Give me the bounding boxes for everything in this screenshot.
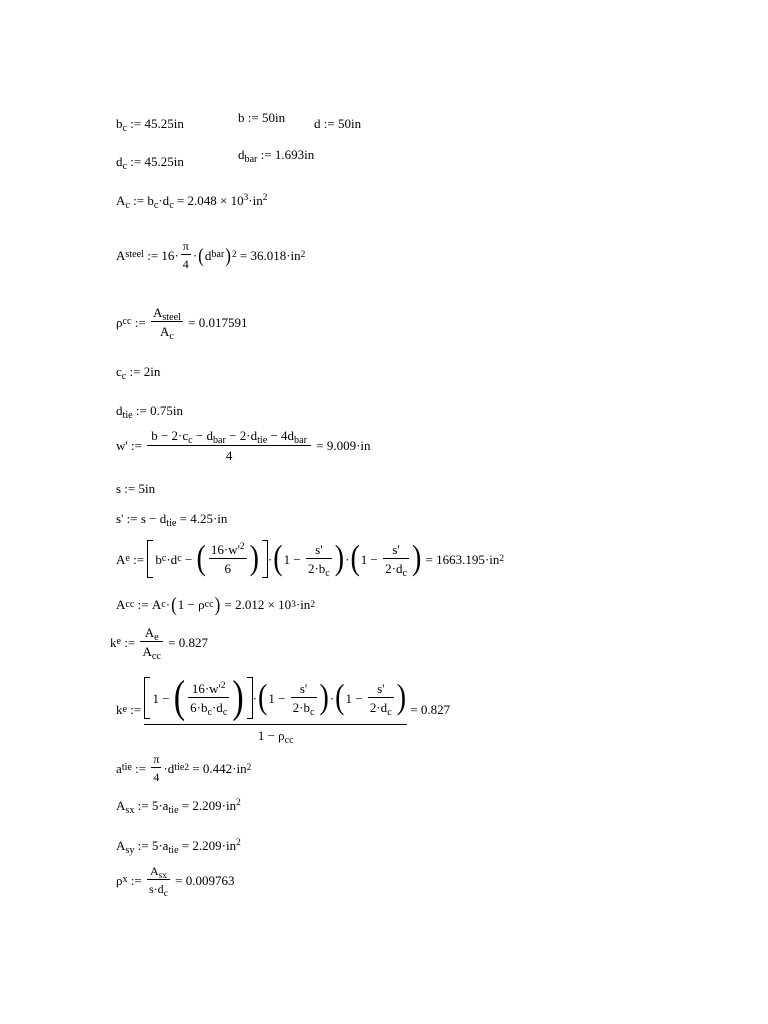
eq-Ae: A e := b c ·d c − ( $\frac{16\cdot w'^2}{6}$ ) · ( 1 − $\frac{s'}{2\cdot b_c}$ ) · ( 1 − $\frac{s'}{2\cdot d_c}$ ) = 1663.195 ·in 2 [116,539,505,580]
sprime-result: 4.25 [190,511,213,526]
dc-value: 45.25in [144,154,184,169]
s-value: 5in [138,481,156,496]
eq-Asteel: A steel := 16 · $\frac{\pi}{4}$ · ( d bar ) 2 = 36.018 ·in 2 [116,239,306,271]
Acc-result: 2.012 × 10 [235,597,292,612]
Asteel-result: 36.018 [250,247,287,263]
dtie-value: 0.75in [150,403,183,418]
eq-cc: $c_c$ := 2in [116,364,161,383]
eq-rho-cc: ρ cc := $\frac{A_{steel}}{A_c}$ = 0.017591 [116,305,248,343]
Asy-result: 2.209 [192,838,222,853]
rho-x-result: 0.009763 [185,872,235,888]
eq-rho-x: ρ x := $\frac{A_{sx}}{s\cdot d_c}$ = 0.009763 [116,864,235,899]
eq-atie: a tie := $\frac{\pi}{4}$ ·d tie 2 = 0.442 ·in 2 [116,752,252,784]
eq-Acc: A cc := A c · ( 1 − ρ cc ) = 2.012 × 10 3 ·in 2 [116,593,315,616]
eq-sprime: s' := $s - d_{tie} = 4.25\cdot in$ [116,511,228,530]
eq-ke-2: k e := 1 − ( $\frac{16\cdot w'^2}{6\cdot b_c\cdot d_c}$ ) · ( 1 − $\frac{s'}{2\cdot b_c}$ ) · ( 1 − $\frac{s'}{2\cdot d_c}$ ) $1 - \rho_{cc}$ = 0.827 [116,672,451,747]
eq-s: s := 5in [116,481,156,496]
Asx-result: 2.209 [192,798,222,813]
eq-dbar: $d_{bar}$ := 1.693in [238,147,315,166]
eq-wprime: w' := $\frac{b - 2\cdot c_c - d_{bar} - 2\cdot d_{tie} - 4d_{bar}}{4}$ = 9.009 ·in [116,428,371,463]
eq-b: b := 50in [238,110,286,125]
atie-result: 0.442 [202,760,233,776]
b-value: 50in [261,110,286,125]
ke2-result: 0.827 [420,702,451,717]
eq-Asy: $A_{sy}$ := $5\cdot a_{tie} = 2.209\cdot in^2$ [116,837,241,857]
wprime-result: 9.009 [326,438,357,453]
eq-Asx: $A_{sx}$ := $5\cdot a_{tie} = 2.209\cdot in^2$ [116,797,241,817]
d-value: 50in [337,116,362,131]
eq-ke-1: k e := $\frac{A_e}{A_{cc}}$ = 0.827 [110,625,208,663]
eq-Ac: $A_c$ := $b_c\cdot d_c = 2.048 \times 10^3\cdot in^2$ [116,192,268,212]
eq-dtie: $d_{tie}$ := 0.75in [116,403,183,422]
eq-d: d := 50in [314,116,362,131]
eq-bc: $b_c$ := 45.25in [116,116,184,135]
ke1-result: 0.827 [178,634,208,650]
bc-value: 45.25in [144,116,184,131]
dbar-value: 1.693in [274,147,315,162]
Ac-result: 2.048 × 10 [187,193,244,208]
rho-cc-result: 0.017591 [198,314,248,330]
Ae-result: 1663.195 [436,551,485,567]
cc-value: 2in [143,364,161,379]
eq-dc: $d_c$ := 45.25in [116,154,184,173]
